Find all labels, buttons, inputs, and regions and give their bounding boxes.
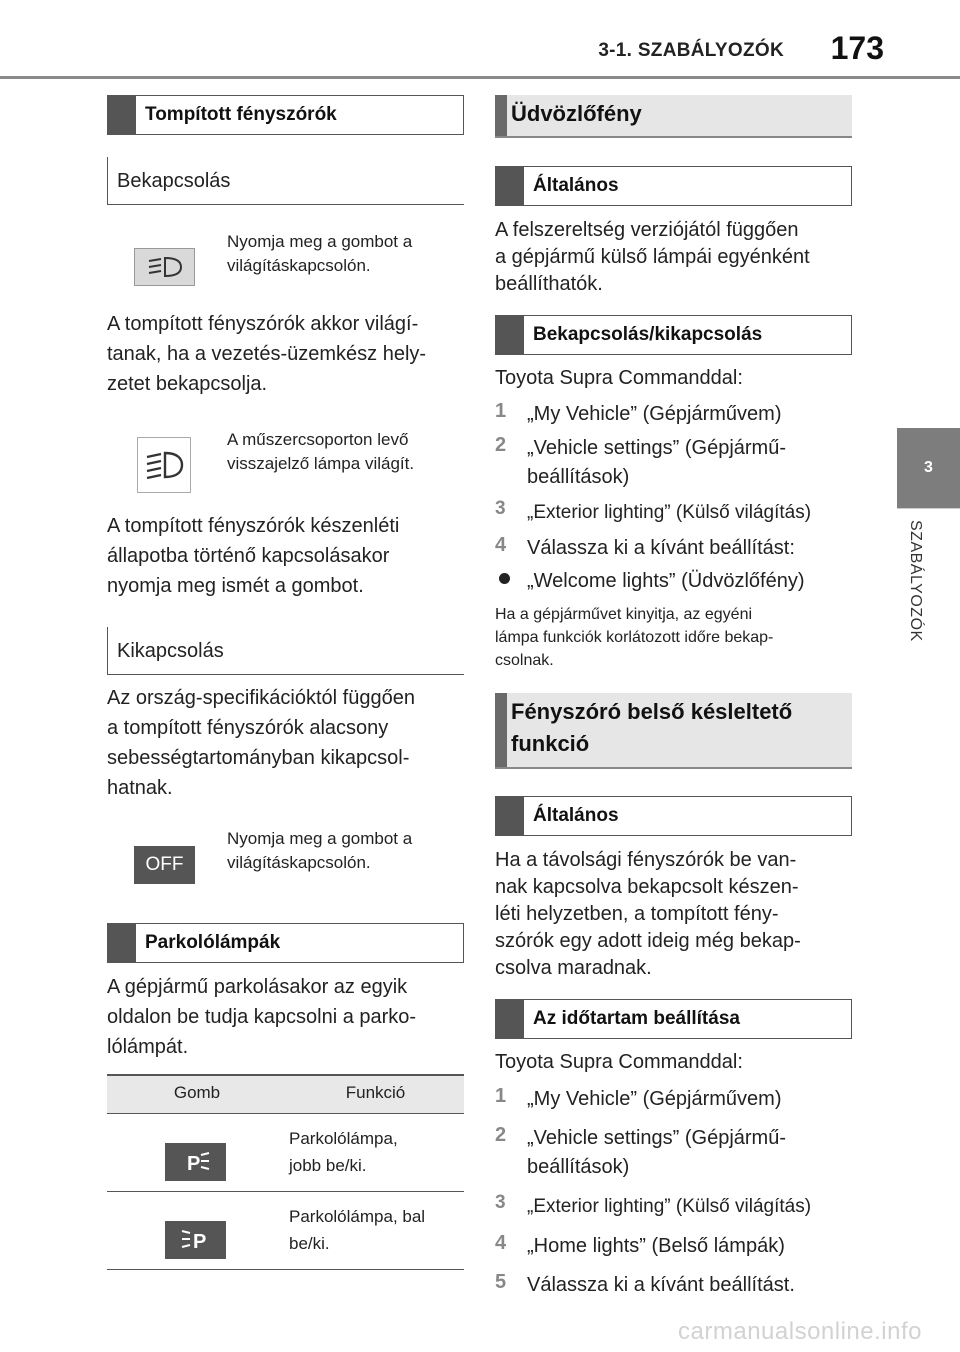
line: szórók egy adott ideig még bekap-: [495, 930, 801, 952]
line: hatnak.: [107, 777, 173, 799]
paragraph-low-beam-on: [107, 309, 467, 399]
step-item: [495, 1271, 855, 1301]
heading-text-line2: funkció: [511, 731, 590, 756]
step-number: 2: [495, 434, 507, 456]
line: A tompított fényszórók akkor világí-: [107, 313, 419, 335]
heading-text: Általános: [533, 175, 619, 196]
svg-text:P: P: [187, 1153, 201, 1175]
step-text: „Exterior lighting” (Külső világítás): [527, 1196, 812, 1217]
line: jobb be/ki.: [289, 1156, 367, 1175]
step-text: Válassza ki a kívánt beállítást:: [527, 537, 795, 559]
section-heading-low-beam: [107, 95, 464, 135]
step-number: 5: [495, 1271, 507, 1293]
low-beam-button-icon: [134, 248, 195, 286]
icon3-description: Nyomja meg a gombot a világításkapcsolón.: [227, 829, 413, 872]
subheading-on: [107, 157, 464, 205]
low-beam-indicator-icon: [138, 438, 190, 492]
paragraph-delay: [495, 847, 855, 982]
low-beam-icon: [135, 249, 194, 285]
heading-text-line1: Fényszóró belső késleltető: [511, 699, 793, 724]
line: a tompított fényszórók alacsony: [107, 717, 389, 739]
heading-marker: [496, 797, 524, 835]
section-heading-general: [495, 166, 852, 206]
step-number: 3: [495, 1192, 506, 1213]
subheading-text: Bekapcsolás: [117, 170, 231, 192]
step-number: 4: [495, 1232, 507, 1254]
page-number: 173: [830, 30, 884, 66]
paragraph-off: [107, 683, 467, 803]
section-heading-parking: [107, 923, 464, 963]
paragraph-standby: [107, 511, 467, 601]
indicator-lamp-icon: [137, 437, 191, 493]
line: lámpa funkciók korlátozott időre bekap-: [495, 629, 774, 646]
table-row: [107, 1114, 464, 1192]
paragraph-welcome: [495, 217, 855, 298]
heading-text: Bekapcsolás/kikapcsolás: [533, 324, 763, 345]
line: A felszereltség verziójától függően: [495, 219, 799, 241]
off-button-icon: OFF: [134, 846, 195, 884]
heading-text: Üdvözlőfény: [511, 101, 642, 126]
section-heading-onoff: [495, 315, 852, 355]
line: Parkolólámpa, bal: [289, 1207, 426, 1226]
table-cell-function: [289, 1203, 464, 1257]
line: léti helyzetben, a tompított fény-: [495, 903, 779, 925]
command-intro: [495, 367, 855, 390]
line: „Vehicle settings” (Gépjármű-: [527, 437, 786, 459]
table-cell-function: [289, 1125, 464, 1179]
line: „Vehicle settings” (Gépjármű-: [527, 1127, 786, 1149]
table-row: [107, 1192, 464, 1270]
heading-text: Általános: [533, 805, 619, 826]
line: nyomja meg ismét a gombot.: [107, 575, 364, 597]
step-text: „My Vehicle” (Gépjárművem): [527, 1088, 782, 1110]
parking-light-right-icon: [165, 1143, 226, 1181]
line: A gépjármű parkolásakor az egyik: [107, 976, 408, 998]
parking-light-left-icon: [165, 1221, 226, 1259]
bullet-item: [495, 567, 855, 597]
line: állapotba történő kapcsolásakor: [107, 545, 390, 567]
big-heading-delay: [495, 693, 852, 769]
paragraph-parking: [107, 972, 467, 1062]
line: csolva maradnak.: [495, 957, 652, 979]
line: a gépjármű külső lámpái egyénként: [495, 246, 810, 268]
line: beállítások): [527, 1156, 630, 1178]
step-text: „My Vehicle” (Gépjárművem): [527, 403, 782, 425]
svg-text:P: P: [193, 1231, 207, 1253]
chapter-label: [896, 520, 936, 690]
section-heading-general-2: [495, 796, 852, 836]
command-text: Toyota Supra Commanddal:: [495, 1051, 743, 1073]
step-item: [495, 1124, 855, 1184]
heading-marker: [496, 316, 524, 354]
step-item: [495, 434, 855, 494]
step-number: 2: [495, 1124, 507, 1146]
step-item: [495, 1232, 855, 1262]
icon2-description: A műszercsoporton levő visszajelző lámpa világít.: [227, 430, 415, 473]
step-number: 1: [495, 1085, 507, 1107]
heading-marker: [495, 95, 507, 136]
line: tanak, ha a vezetés-üzemkész hely-: [107, 343, 427, 365]
heading-marker: [108, 96, 136, 134]
step-text: „Home lights” (Belső lámpák): [527, 1235, 785, 1257]
line: beállítások): [527, 466, 630, 488]
line: Az ország-specifikációktól függően: [107, 687, 415, 709]
step-number: 4: [495, 534, 507, 556]
chapter-tab: 3: [897, 428, 960, 508]
icon1-description: Nyomja meg a gombot a világításkapcsolón.: [227, 232, 413, 275]
section-heading-duration: [495, 999, 852, 1039]
chapter-tab-rule: [897, 508, 960, 509]
watermark[interactable]: carmanualsonline.info: [678, 1318, 922, 1345]
line: sebességtartományban kikapcsol-: [107, 747, 410, 769]
heading-text: Parkolólámpák: [145, 932, 281, 953]
step-text: „Exterior lighting” (Külső világítás): [527, 502, 812, 523]
table-header-button: Gomb: [173, 1083, 221, 1102]
line: Ha a távolsági fényszórók be van-: [495, 849, 797, 871]
step-item: [495, 498, 855, 528]
line: oldalon be tudja kapcsolni a parko-: [107, 1006, 417, 1028]
heading-marker: [496, 1000, 524, 1038]
heading-text: Az időtartam beállítása: [533, 1008, 740, 1029]
note-welcome: [495, 603, 855, 672]
subheading-off: [107, 627, 464, 675]
step-item: [495, 400, 855, 430]
step-text: Válassza ki a kívánt beállítást.: [527, 1274, 795, 1296]
table-header: [107, 1076, 464, 1114]
section-title: 3-1. SZABÁLYOZÓK: [598, 40, 784, 61]
bullet-text: „Welcome lights” (Üdvözlőfény): [527, 570, 805, 592]
step-text: [527, 434, 827, 492]
step-item: [495, 534, 855, 564]
line: A tompított fényszórók készenléti: [107, 515, 400, 537]
line: beállíthatók.: [495, 273, 603, 295]
heading-marker: [108, 924, 136, 962]
subheading-text: Kikapcsolás: [117, 640, 224, 662]
step-text: [527, 1124, 827, 1182]
line: lólámpát.: [107, 1036, 189, 1058]
header-rule: [0, 76, 960, 79]
line: Ha a gépjárművet kinyitja, az egyéni: [495, 606, 753, 623]
step-number: 1: [495, 400, 507, 422]
step-number: 3: [495, 498, 506, 519]
line: nak kapcsolva bekapcsolt készen-: [495, 876, 799, 898]
heading-marker: [496, 167, 524, 205]
step-item: [495, 1192, 855, 1222]
chapter-label-text: SZABÁLYOZÓK: [907, 520, 924, 642]
bullet-icon: [499, 573, 510, 584]
step-item: [495, 1085, 855, 1115]
heading-marker: [495, 693, 507, 767]
command-text: Toyota Supra Commanddal:: [495, 367, 743, 389]
command-intro: [495, 1051, 855, 1074]
heading-text: Tompított fényszórók: [145, 104, 337, 125]
line: be/ki.: [289, 1234, 330, 1253]
big-heading-welcome: [495, 95, 852, 138]
line: Parkolólámpa,: [289, 1129, 398, 1148]
line: zetet bekapcsolja.: [107, 373, 268, 395]
table-header-function: Funkció: [345, 1083, 406, 1102]
line: csolnak.: [495, 652, 554, 669]
